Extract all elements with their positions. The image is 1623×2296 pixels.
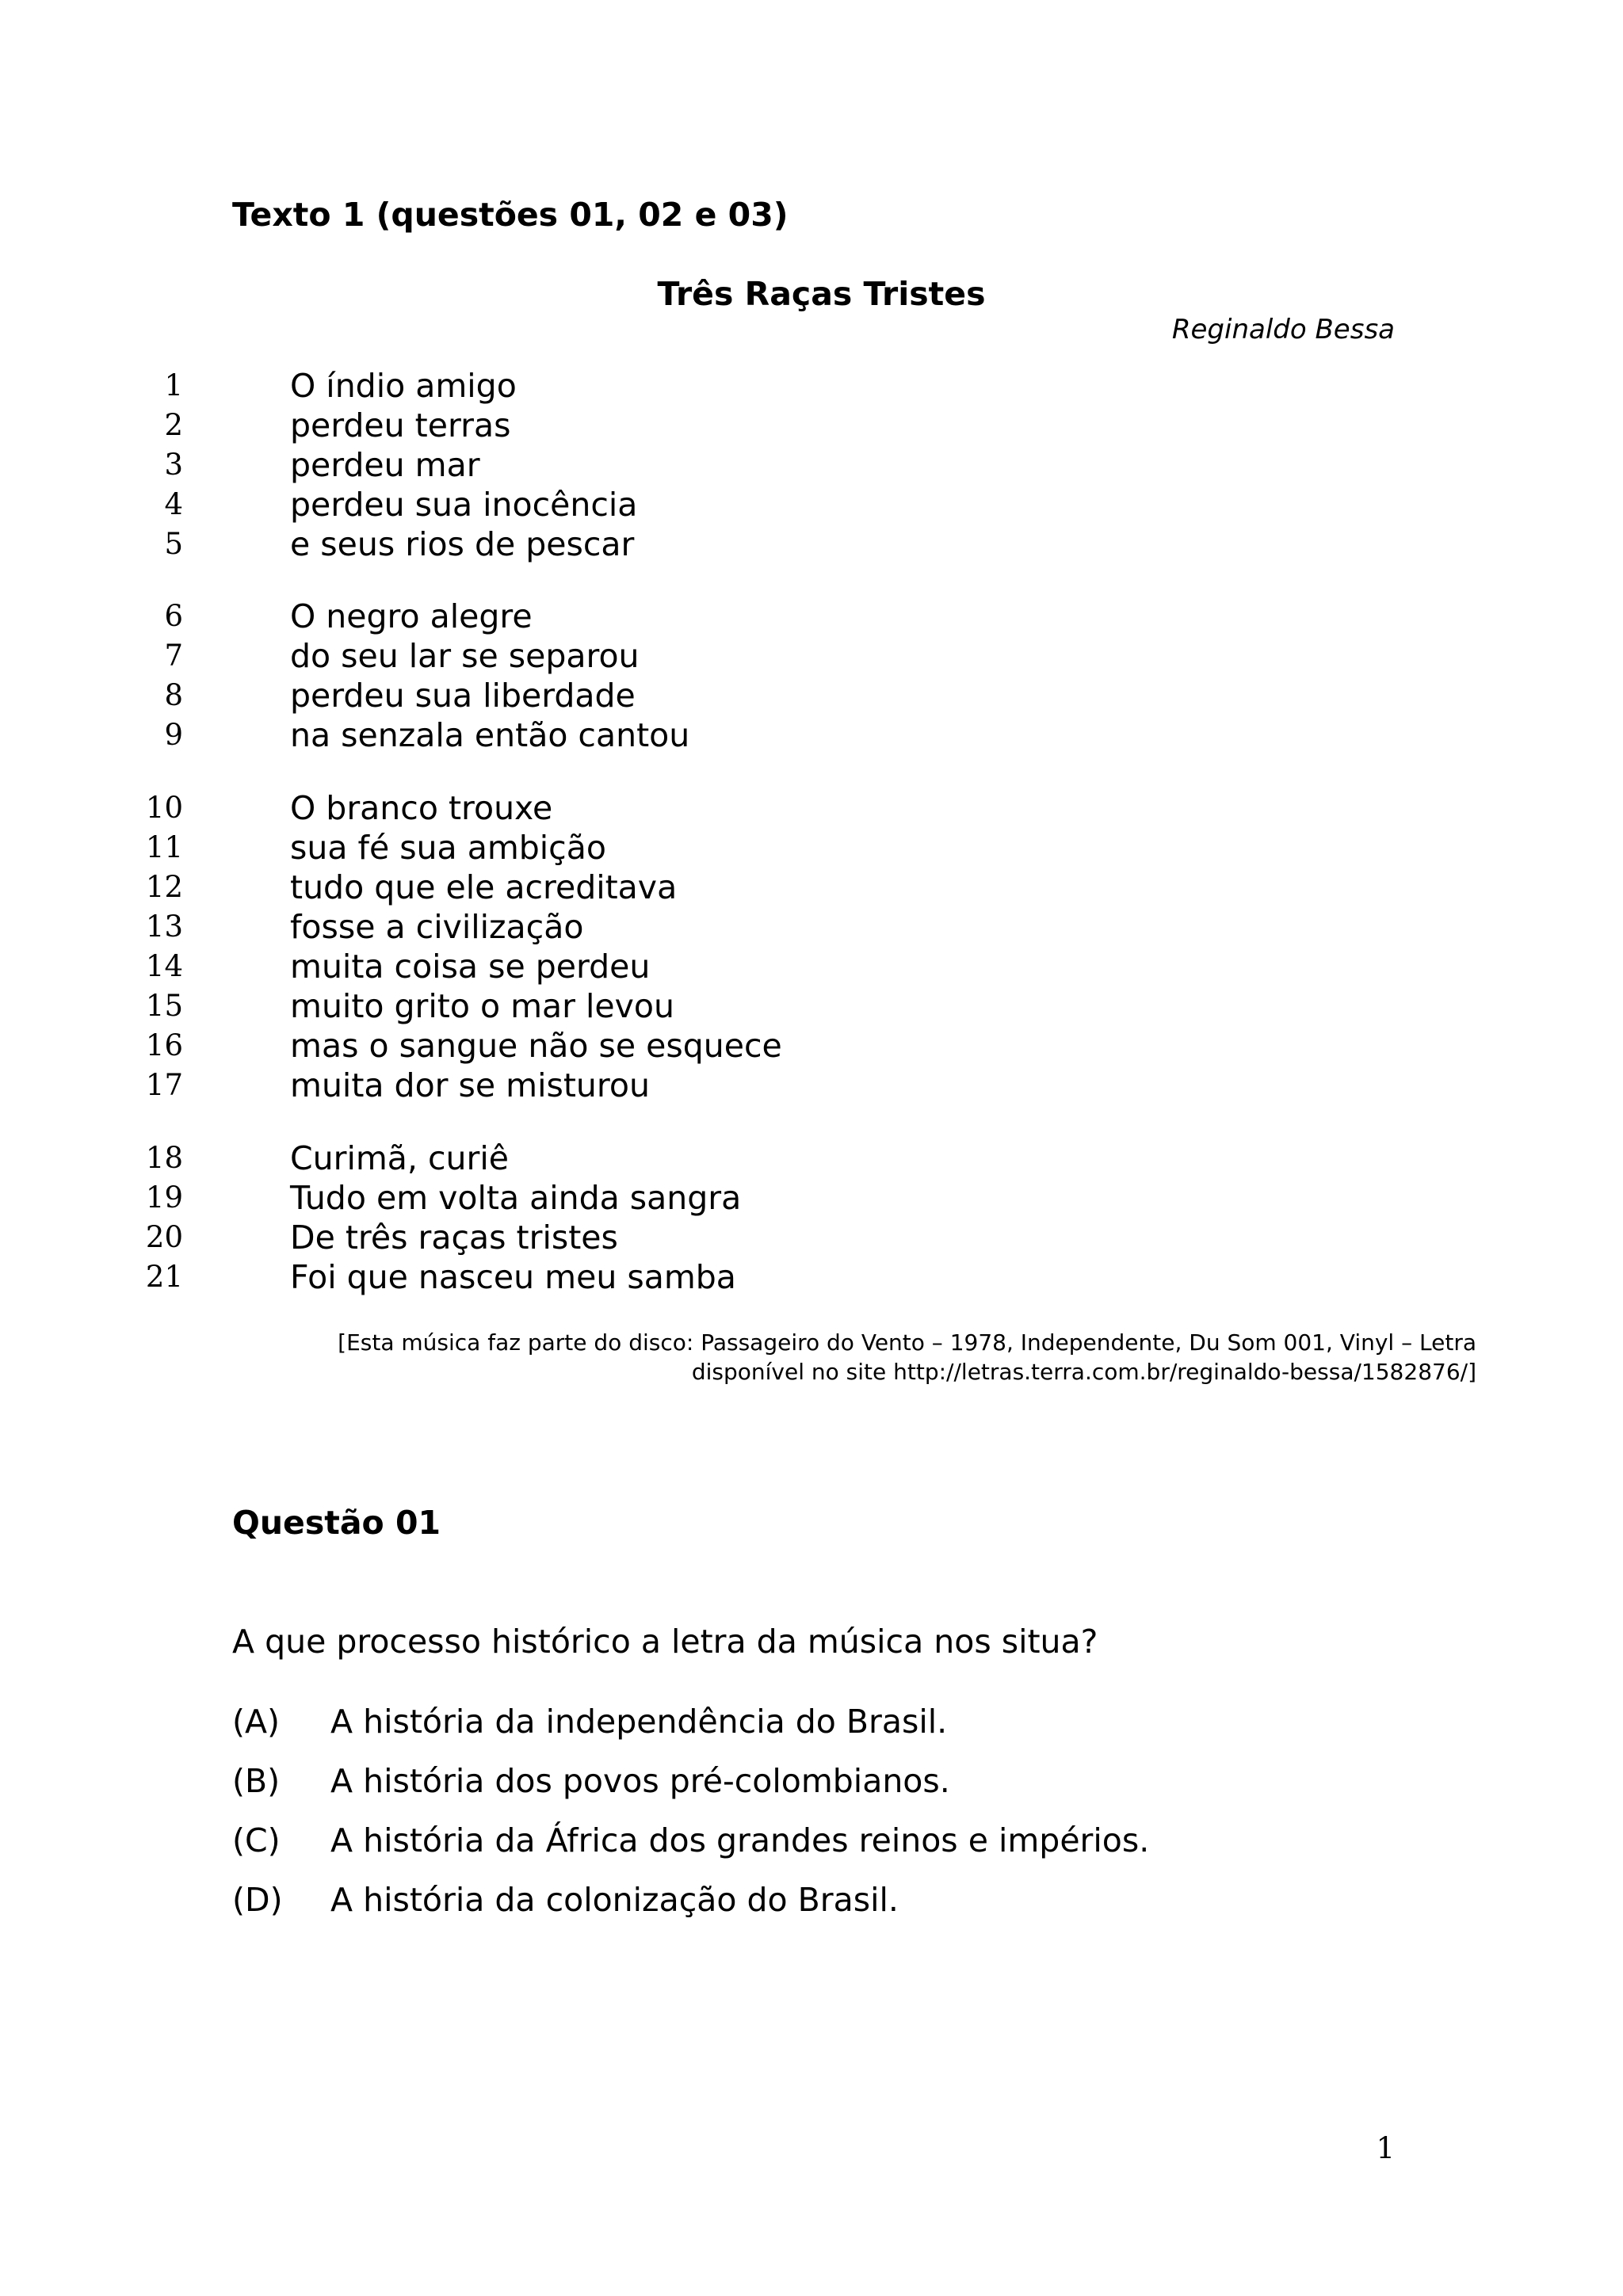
- verse-line: na senzala então cantou: [290, 716, 690, 754]
- option-text: A história da África dos grandes reinos e impérios.: [330, 1821, 1150, 1859]
- line-number: 4: [164, 487, 183, 521]
- line-number: 6: [164, 599, 183, 633]
- text-heading: Texto 1 (questões 01, 02 e 03): [232, 196, 789, 234]
- verse-line: Foi que nasceu meu samba: [290, 1258, 736, 1296]
- line-number: 17: [145, 1068, 183, 1102]
- verse-line: perdeu sua inocência: [290, 486, 638, 524]
- line-number: 21: [145, 1260, 183, 1294]
- verse-line: mas o sangue não se esquece: [290, 1027, 782, 1065]
- question-heading: Questão 01: [232, 1504, 441, 1542]
- verse-line: perdeu mar: [290, 446, 480, 484]
- option-text: A história dos povos pré-colombianos.: [330, 1762, 950, 1800]
- poem-author: Reginaldo Bessa: [1171, 314, 1395, 345]
- line-number: 5: [164, 527, 183, 561]
- source-note-line-1: [Esta música faz parte do disco: Passageiro do Vento – 1978, Independente, Du Som 001, Vinyl – Letra: [338, 1329, 1476, 1356]
- question-prompt: A que processo histórico a letra da música nos situa?: [232, 1623, 1098, 1661]
- option-letter: (C): [232, 1821, 281, 1859]
- verse-line: do seu lar se separou: [290, 637, 640, 675]
- verse-line: perdeu sua liberdade: [290, 677, 636, 715]
- line-number: 16: [145, 1028, 183, 1062]
- verse-line: tudo que ele acreditava: [290, 868, 678, 906]
- option-text: A história da colonização do Brasil.: [330, 1881, 899, 1919]
- poem-title: Três Raças Tristes: [657, 275, 986, 313]
- option-letter: (D): [232, 1881, 283, 1919]
- verse-line: e seus rios de pescar: [290, 525, 635, 563]
- line-number: 18: [145, 1141, 183, 1175]
- option-letter: (B): [232, 1762, 281, 1800]
- line-number: 3: [164, 448, 183, 482]
- page-number: 1: [1376, 2131, 1395, 2165]
- verse-line: muita coisa se perdeu: [290, 948, 651, 986]
- verse-line: O índio amigo: [290, 367, 517, 405]
- source-note-line-2: disponível no site http://letras.terra.com.br/reginaldo-bessa/1582876/]: [691, 1359, 1476, 1385]
- line-number: 10: [145, 791, 183, 825]
- verse-line: muito grito o mar levou: [290, 987, 674, 1025]
- line-number: 20: [145, 1220, 183, 1254]
- verse-line: fosse a civilização: [290, 908, 584, 946]
- line-number: 11: [145, 830, 183, 864]
- line-number: 14: [145, 949, 183, 983]
- line-number: 19: [145, 1180, 183, 1215]
- line-number: 7: [164, 639, 183, 673]
- verse-line: De três raças tristes: [290, 1219, 618, 1257]
- line-number: 15: [145, 989, 183, 1023]
- verse-line: Tudo em volta ainda sangra: [290, 1179, 742, 1217]
- verse-line: Curimã, curiê: [290, 1139, 509, 1177]
- verse-line: sua fé sua ambição: [290, 829, 606, 867]
- line-number: 1: [164, 368, 183, 402]
- option-text: A história da independência do Brasil.: [330, 1703, 948, 1741]
- verse-line: perdeu terras: [290, 406, 511, 444]
- line-number: 8: [164, 678, 183, 712]
- line-number: 12: [145, 870, 183, 904]
- line-number: 2: [164, 408, 183, 442]
- verse-line: O branco trouxe: [290, 789, 553, 827]
- verse-line: O negro alegre: [290, 597, 533, 635]
- verse-line: muita dor se misturou: [290, 1066, 650, 1104]
- line-number: 13: [145, 910, 183, 944]
- option-letter: (A): [232, 1703, 281, 1741]
- line-number: 9: [164, 718, 183, 752]
